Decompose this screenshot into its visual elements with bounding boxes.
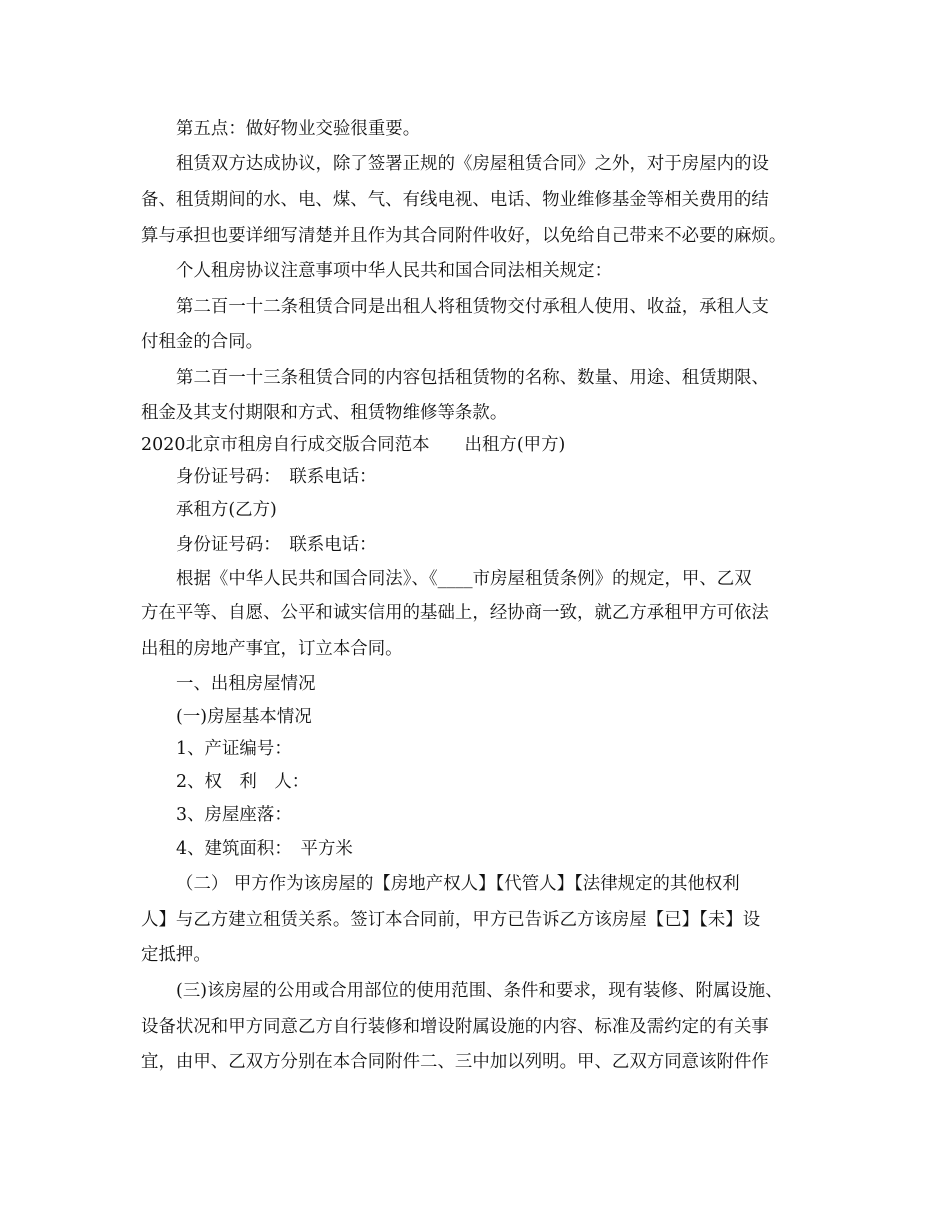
text-line: 2020北京市租房自行成交版合同范本 出租方(甲方)	[141, 435, 566, 455]
text-line: 1、产证编号：	[176, 739, 292, 759]
text-line: 承租方(乙方)	[176, 500, 277, 520]
text-line: 方在平等、自愿、公平和诚实信用的基础上，经协商一致，就乙方承租甲方可依法	[141, 603, 769, 623]
text-line: 4、建筑面积： 平方米	[176, 839, 353, 859]
text-line: 个人租房协议注意事项中华人民共和国合同法相关规定：	[176, 261, 613, 281]
text-line: 宜，由甲、乙双方分别在本合同附件二、三中加以列明。甲、乙双方同意该附件作	[141, 1052, 769, 1072]
text-line: 身份证号码： 联系电话：	[176, 467, 377, 487]
text-line: 根据《中华人民共和国合同法》、《____市房屋租赁条例》的规定，甲、乙双	[176, 569, 752, 589]
text-line: 算与承担也要详细写清楚并且作为其合同附件收好，以免给自己带来不必要的麻烦。	[141, 226, 787, 246]
text-line: 一、出租房屋情况	[176, 674, 316, 694]
text-line: 身份证号码： 联系电话：	[176, 535, 377, 555]
text-line: (三)该房屋的公用或合用部位的使用范围、条件和要求，现有装修、附属设施、	[176, 981, 783, 1001]
text-line: 定抵押。	[141, 945, 211, 965]
text-line: 备、租赁期间的水、电、煤、气、有线电视、电话、物业维修基金等相关费用的结	[141, 190, 769, 210]
text-line: 第二百一十二条租赁合同是出租人将租赁物交付承租人使用、收益，承租人支	[176, 297, 769, 317]
text-line: 3、房屋座落：	[176, 805, 292, 825]
text-line: 第五点：做好物业交验很重要。	[176, 119, 421, 139]
text-line: (一)房屋基本情况	[176, 707, 312, 727]
text-line: 设备状况和甲方同意乙方自行装修和增设附属设施的内容、标准及需约定的有关事	[141, 1017, 769, 1037]
text-line: 2、权 利 人：	[176, 772, 310, 792]
text-line: 人】与乙方建立租赁关系。签订本合同前，甲方已告诉乙方该房屋【已】【未】设	[141, 910, 761, 930]
text-line: （二） 甲方作为该房屋的【房地产权人】【代管人】【法律规定的其他权利	[176, 874, 740, 894]
text-line: 租赁双方达成协议，除了签署正规的《房屋租赁合同》之外，对于房屋内的设	[176, 154, 769, 174]
text-line: 第二百一十三条租赁合同的内容包括租赁物的名称、数量、用途、租赁期限、	[176, 368, 769, 388]
text-line: 付租金的合同。	[141, 332, 264, 352]
text-line: 租金及其支付期限和方式、租赁物维修等条款。	[141, 403, 508, 423]
text-line: 出租的房地产事宜，订立本合同。	[141, 639, 403, 659]
